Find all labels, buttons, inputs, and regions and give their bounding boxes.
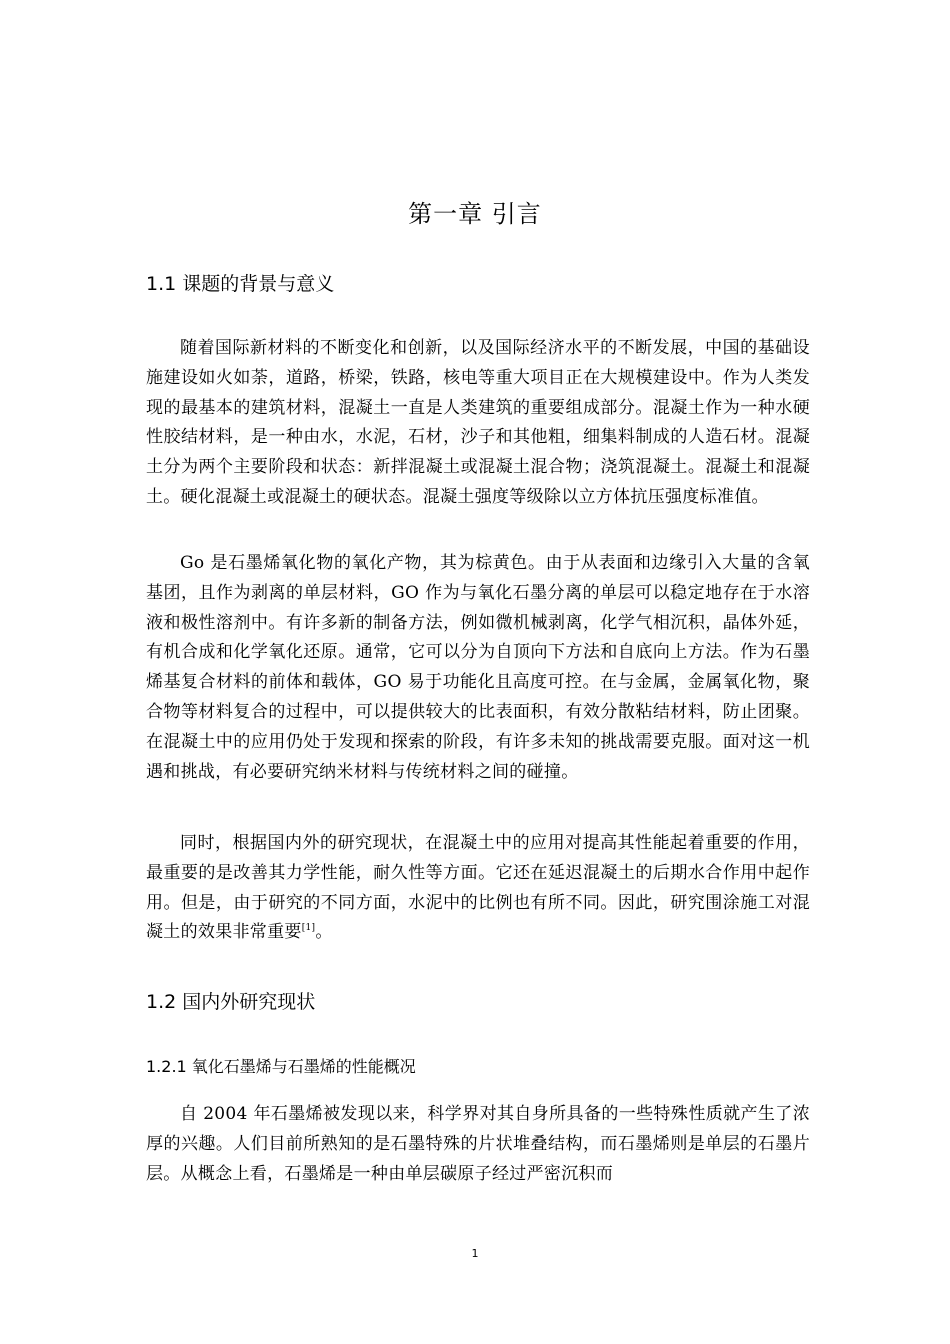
chapter-title: 第一章 引言: [408, 200, 542, 228]
citation-reference: [1]: [301, 923, 316, 934]
paragraph-graphene-discovery: 自 2004 年石墨烯被发现以来，科学界对其自身所具备的一些特殊性质就产生了浓厚的兴趣。人们目前所熟知的是石墨特殊的片状堆叠结构，而石墨烯则是单层的石墨片层。从概念上看，石墨烯是一种由单层碳原子经过严密沉积而: [146, 1104, 810, 1184]
paragraph-text: 同时，根据国内外的研究现状，在混凝土中的应用对提高其性能起着重要的作用，最重要的是改善其力学性能，耐久性等方面。它还在延迟混凝土的后期水合作用中起作用。但是，由于研究的不同方面，水泥中的比例也有所不同。因此，研究围涂施工对混凝土的效果非常重要: [146, 833, 810, 943]
subsection-heading-graphene-properties: 1.2.1 氧化石墨烯与石墨烯的性能概况: [146, 1057, 416, 1076]
section-heading-background: 1.1 课题的背景与意义: [146, 273, 335, 295]
page-number: 1: [471, 1247, 479, 1260]
section-heading-research-status: 1.2 国内外研究现状: [146, 991, 316, 1013]
paragraph-graphene-oxide: Go 是石墨烯氧化物的氧化产物，其为棕黄色。由于从表面和边缘引入大量的含氧基团，且作为剥离的单层材料，GO 作为与氧化石墨分离的单层可以稳定地存在于水溶液和极性溶剂中。有许多新的制备方法，例如微机械剥离，化学气相沉积，晶体外延，有机合成和化学氧化还原。通常，它可以分为自顶向下方法和自底向上方法。作为石墨烯基复合材料的前体和载体，GO 易于功能化且高度可控。在与金属，金属氧化物，聚合物等材料复合的过程中，可以提供较大的比表面积，有效分散粘结材料，防止团聚。在混凝土中的应用仍处于发现和探索的阶段，有许多未知的挑战需要克服。面对这一机遇和挑战，有必要研究纳米材料与传统材料之间的碰撞。: [146, 553, 810, 782]
paragraph-background-intro: 随着国际新材料的不断变化和创新，以及国际经济水平的不断发展，中国的基础设施建设如火如荼，道路，桥梁，铁路，核电等重大项目正在大规模建设中。作为人类发现的最基本的建筑材料，混凝土一直是人类建筑的重要组成部分。混凝土作为一种水硬性胶结材料，是一种由水，水泥，石材，沙子和其他粗，细集料制成的人造石材。混凝土分为两个主要阶段和状态：新拌混凝土或混凝土混合物；浇筑混凝土。混凝土和混凝土。硬化混凝土或混凝土的硬状态。混凝土强度等级除以立方体抗压强度标准值。: [146, 338, 810, 507]
paragraph-end-punctuation: 。: [315, 922, 333, 943]
paragraph-research-status-note: [146, 829, 810, 948]
